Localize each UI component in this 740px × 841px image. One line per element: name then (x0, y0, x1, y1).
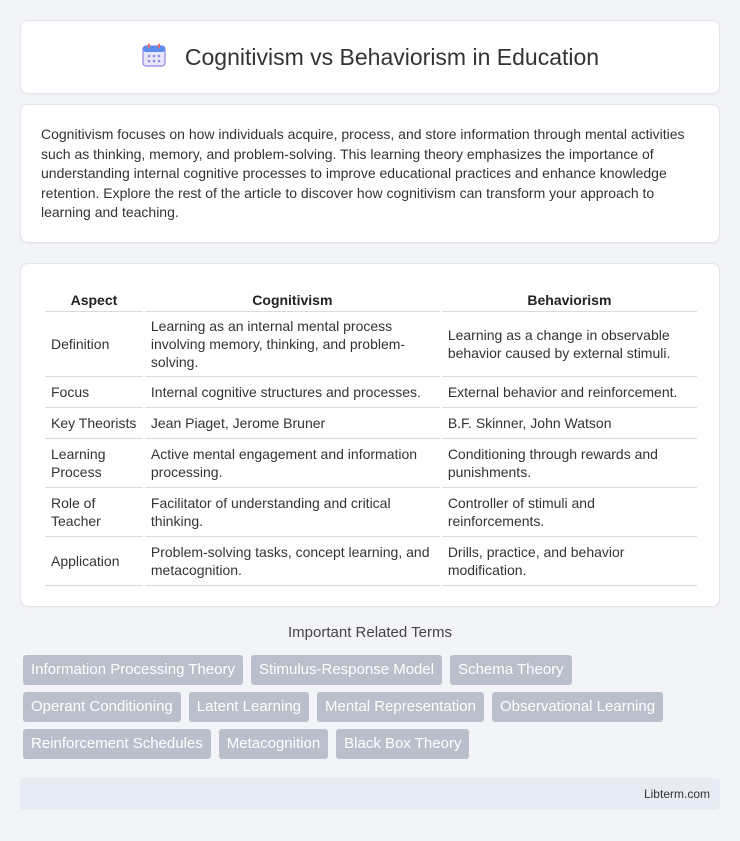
column-header-behaviorism: Behaviorism (442, 284, 697, 312)
calendar-icon (141, 42, 167, 73)
row-cognitivism: Internal cognitive structures and processes. (145, 377, 440, 408)
row-aspect: Definition (45, 312, 143, 377)
row-cognitivism: Jean Piaget, Jerome Bruner (145, 408, 440, 439)
row-cognitivism: Problem-solving tasks, concept learning, and metacognition. (145, 537, 440, 586)
column-header-cognitivism: Cognitivism (145, 284, 440, 312)
comparison-table-card (20, 263, 720, 607)
tag-metacognition[interactable]: Metacognition (219, 729, 328, 759)
table-row (45, 377, 697, 408)
row-cognitivism: Facilitator of understanding and critical thinking. (145, 488, 440, 537)
tag-stimulus-response-model[interactable]: Stimulus-Response Model (251, 655, 442, 685)
row-aspect: Focus (45, 377, 143, 408)
footer-site-link[interactable]: Libterm.com (643, 787, 710, 801)
table-row (45, 439, 697, 488)
comparison-table (43, 284, 699, 586)
table-row (45, 408, 697, 439)
tag-reinforcement-schedules[interactable]: Reinforcement Schedules (23, 729, 211, 759)
header-card (20, 20, 720, 94)
row-aspect: Application (45, 537, 143, 586)
tag-mental-representation[interactable]: Mental Representation (317, 692, 484, 722)
related-terms-title: Important Related Terms (288, 624, 452, 641)
row-behaviorism: External behavior and reinforcement. (442, 377, 697, 408)
table-header-row (45, 284, 697, 312)
footer (20, 778, 720, 810)
row-behaviorism: Conditioning through rewards and punishments. (442, 439, 697, 488)
related-terms-tags (20, 655, 720, 759)
intro-card (20, 104, 720, 243)
row-behaviorism: Learning as a change in observable behavior caused by external stimuli. (442, 312, 697, 377)
row-behaviorism: Drills, practice, and behavior modification. (442, 537, 697, 586)
column-header-aspect: Aspect (45, 284, 143, 312)
tag-observational-learning[interactable]: Observational Learning (492, 692, 663, 722)
row-cognitivism: Learning as an internal mental process involving memory, thinking, and problem-solving. (145, 312, 440, 377)
intro-paragraph: Cognitivism focuses on how individuals acquire, process, and store information through mental activities such as thinking, memory, and problem-solving. This learning theory emphasizes the importance of understanding internal cognitive processes to improve educational practices and enhance knowledge retention. Explore the rest of the article to discover how cognitivism can transform your approach to learning and teaching. (41, 126, 685, 220)
table-row (45, 312, 697, 377)
row-behaviorism: B.F. Skinner, John Watson (442, 408, 697, 439)
tag-latent-learning[interactable]: Latent Learning (189, 692, 309, 722)
row-aspect: Key Theorists (45, 408, 143, 439)
table-row (45, 488, 697, 537)
table-row (45, 537, 697, 586)
row-aspect: Learning Process (45, 439, 143, 488)
tag-schema-theory[interactable]: Schema Theory (450, 655, 572, 685)
row-aspect: Role of Teacher (45, 488, 143, 537)
related-terms-section (20, 624, 720, 759)
tag-black-box-theory[interactable]: Black Box Theory (336, 729, 469, 759)
row-behaviorism: Controller of stimuli and reinforcements. (442, 488, 697, 537)
page-title: Cognitivism vs Behaviorism in Education (184, 43, 600, 70)
row-cognitivism: Active mental engagement and information processing. (145, 439, 440, 488)
tag-operant-conditioning[interactable]: Operant Conditioning (23, 692, 181, 722)
tag-information-processing-theory[interactable]: Information Processing Theory (23, 655, 243, 685)
